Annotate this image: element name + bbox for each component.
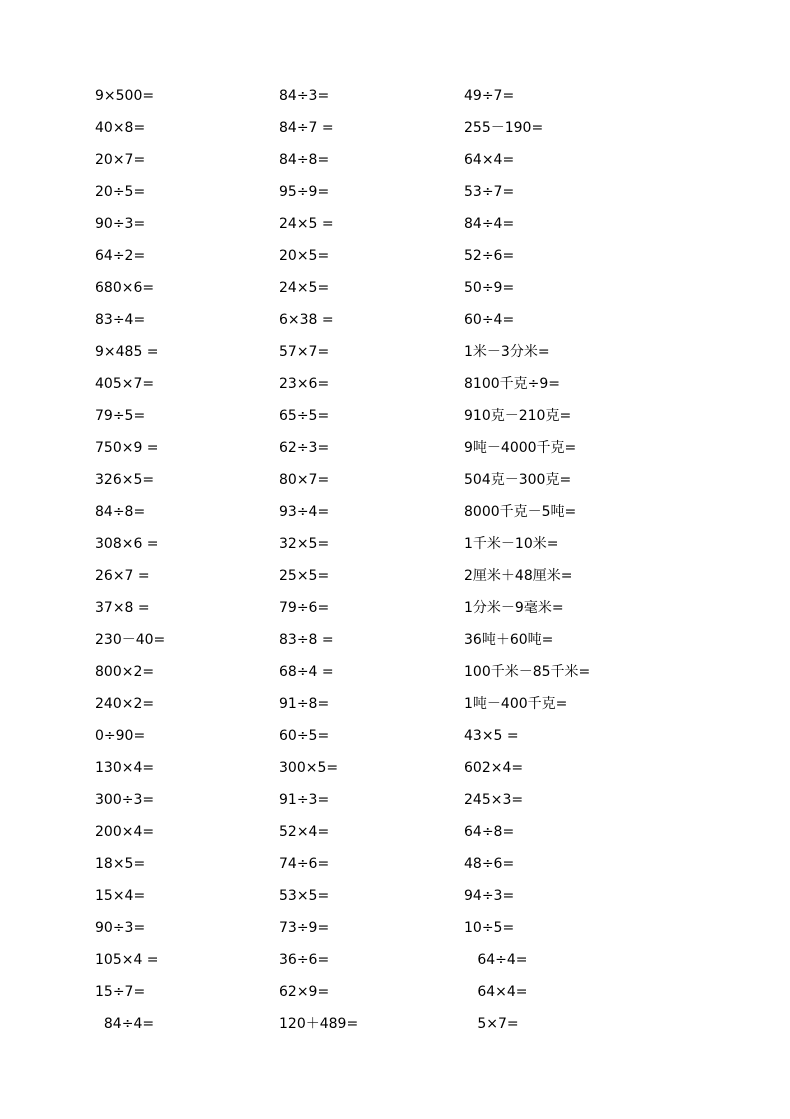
problem-item: 405×7= [95, 376, 155, 392]
problem-item: 52×4= [279, 824, 330, 840]
problem-item: 53×5= [279, 888, 330, 904]
problem-item: 300÷3= [95, 792, 155, 808]
problem-item: 64×4= [464, 152, 515, 168]
problem-item: 93÷4= [279, 504, 330, 520]
problem-item: 68÷4 = [279, 664, 334, 680]
problem-item: 83÷8 = [279, 632, 334, 648]
problem-item: 64÷2= [95, 248, 146, 264]
problem-item: 40×8= [95, 120, 146, 136]
problem-column-2 [279, 85, 479, 1045]
problem-item: 8100千克÷9= [464, 376, 560, 392]
problem-item: 9×500= [95, 88, 155, 104]
problem-item: 24×5 = [279, 216, 334, 232]
problem-item: 120＋489= [279, 1016, 359, 1032]
problem-item: 18×5= [95, 856, 146, 872]
problem-item: 20÷5= [95, 184, 146, 200]
problem-item: 95÷9= [279, 184, 330, 200]
problem-item: 80×7= [279, 472, 330, 488]
problem-item: 240×2= [95, 696, 155, 712]
problem-item: 300×5= [279, 760, 339, 776]
problem-item: 602×4= [464, 760, 524, 776]
problem-item: 90÷3= [95, 920, 146, 936]
problem-item: 90÷3= [95, 216, 146, 232]
problem-item: 0÷90= [95, 728, 146, 744]
problem-item: 255－190= [464, 120, 544, 136]
problem-item: 10÷5= [464, 920, 515, 936]
problem-item: 74÷6= [279, 856, 330, 872]
problem-item: 57×7= [279, 344, 330, 360]
problem-item: 64÷4= [464, 952, 528, 968]
problem-item: 84÷8= [279, 152, 330, 168]
problem-item: 130×4= [95, 760, 155, 776]
problem-item: 23×6= [279, 376, 330, 392]
problem-item: 910克－210克= [464, 408, 572, 424]
problem-item: 24×5= [279, 280, 330, 296]
problem-item: 20×5= [279, 248, 330, 264]
problem-item: 60÷5= [279, 728, 330, 744]
problem-item: 9吨－4000千克= [464, 440, 577, 456]
problem-item: 245×3= [464, 792, 524, 808]
problem-item: 49÷7= [464, 88, 515, 104]
problem-item: 1千米－10米= [464, 536, 559, 552]
problem-item: 800×2= [95, 664, 155, 680]
problem-item: 20×7= [95, 152, 146, 168]
problem-item: 15×4= [95, 888, 146, 904]
problem-item: 36吨＋60吨= [464, 632, 554, 648]
problem-item: 504克－300克= [464, 472, 572, 488]
problem-item: 50÷9= [464, 280, 515, 296]
problem-item: 680×6= [95, 280, 155, 296]
problem-item: 36÷6= [279, 952, 330, 968]
problem-item: 73÷9= [279, 920, 330, 936]
problem-item: 15÷7= [95, 984, 146, 1000]
problem-item: 37×8 = [95, 600, 150, 616]
problem-item: 64×4= [464, 984, 528, 1000]
problem-item: 308×6 = [95, 536, 159, 552]
problem-item: 64÷8= [464, 824, 515, 840]
problem-item: 1分米－9毫米= [464, 600, 564, 616]
problem-item: 750×9 = [95, 440, 159, 456]
problem-item: 8000千克－5吨= [464, 504, 577, 520]
problem-item: 65÷5= [279, 408, 330, 424]
problem-item: 32×5= [279, 536, 330, 552]
problem-item: 6×38 = [279, 312, 334, 328]
problem-item: 79÷5= [95, 408, 146, 424]
problem-item: 91÷3= [279, 792, 330, 808]
problem-column-3 [464, 85, 734, 1045]
problem-item: 84÷4= [95, 1016, 155, 1032]
problem-item: 230－40= [95, 632, 166, 648]
problem-item: 25×5= [279, 568, 330, 584]
problem-item: 1米－3分米= [464, 344, 550, 360]
problem-item: 48÷6= [464, 856, 515, 872]
problem-item: 60÷4= [464, 312, 515, 328]
problem-item: 326×5= [95, 472, 155, 488]
problem-item: 1吨－400千克= [464, 696, 568, 712]
problem-item: 62÷3= [279, 440, 330, 456]
problem-item: 2厘米＋48厘米= [464, 568, 573, 584]
problem-item: 105×4 = [95, 952, 159, 968]
problem-item: 84÷8= [95, 504, 146, 520]
problem-item: 100千米－85千米= [464, 664, 591, 680]
problem-item: 43×5 = [464, 728, 519, 744]
problem-item: 5×7= [464, 1016, 519, 1032]
problem-item: 84÷7 = [279, 120, 334, 136]
problem-item: 84÷4= [464, 216, 515, 232]
problem-item: 26×7 = [95, 568, 150, 584]
problem-item: 94÷3= [464, 888, 515, 904]
problem-item: 9×485 = [95, 344, 159, 360]
problem-item: 62×9= [279, 984, 330, 1000]
problem-item: 52÷6= [464, 248, 515, 264]
problem-item: 83÷4= [95, 312, 146, 328]
problem-item: 84÷3= [279, 88, 330, 104]
problem-item: 91÷8= [279, 696, 330, 712]
problem-item: 53÷7= [464, 184, 515, 200]
problem-item: 200×4= [95, 824, 155, 840]
problem-column-1 [95, 85, 295, 1045]
problem-item: 79÷6= [279, 600, 330, 616]
